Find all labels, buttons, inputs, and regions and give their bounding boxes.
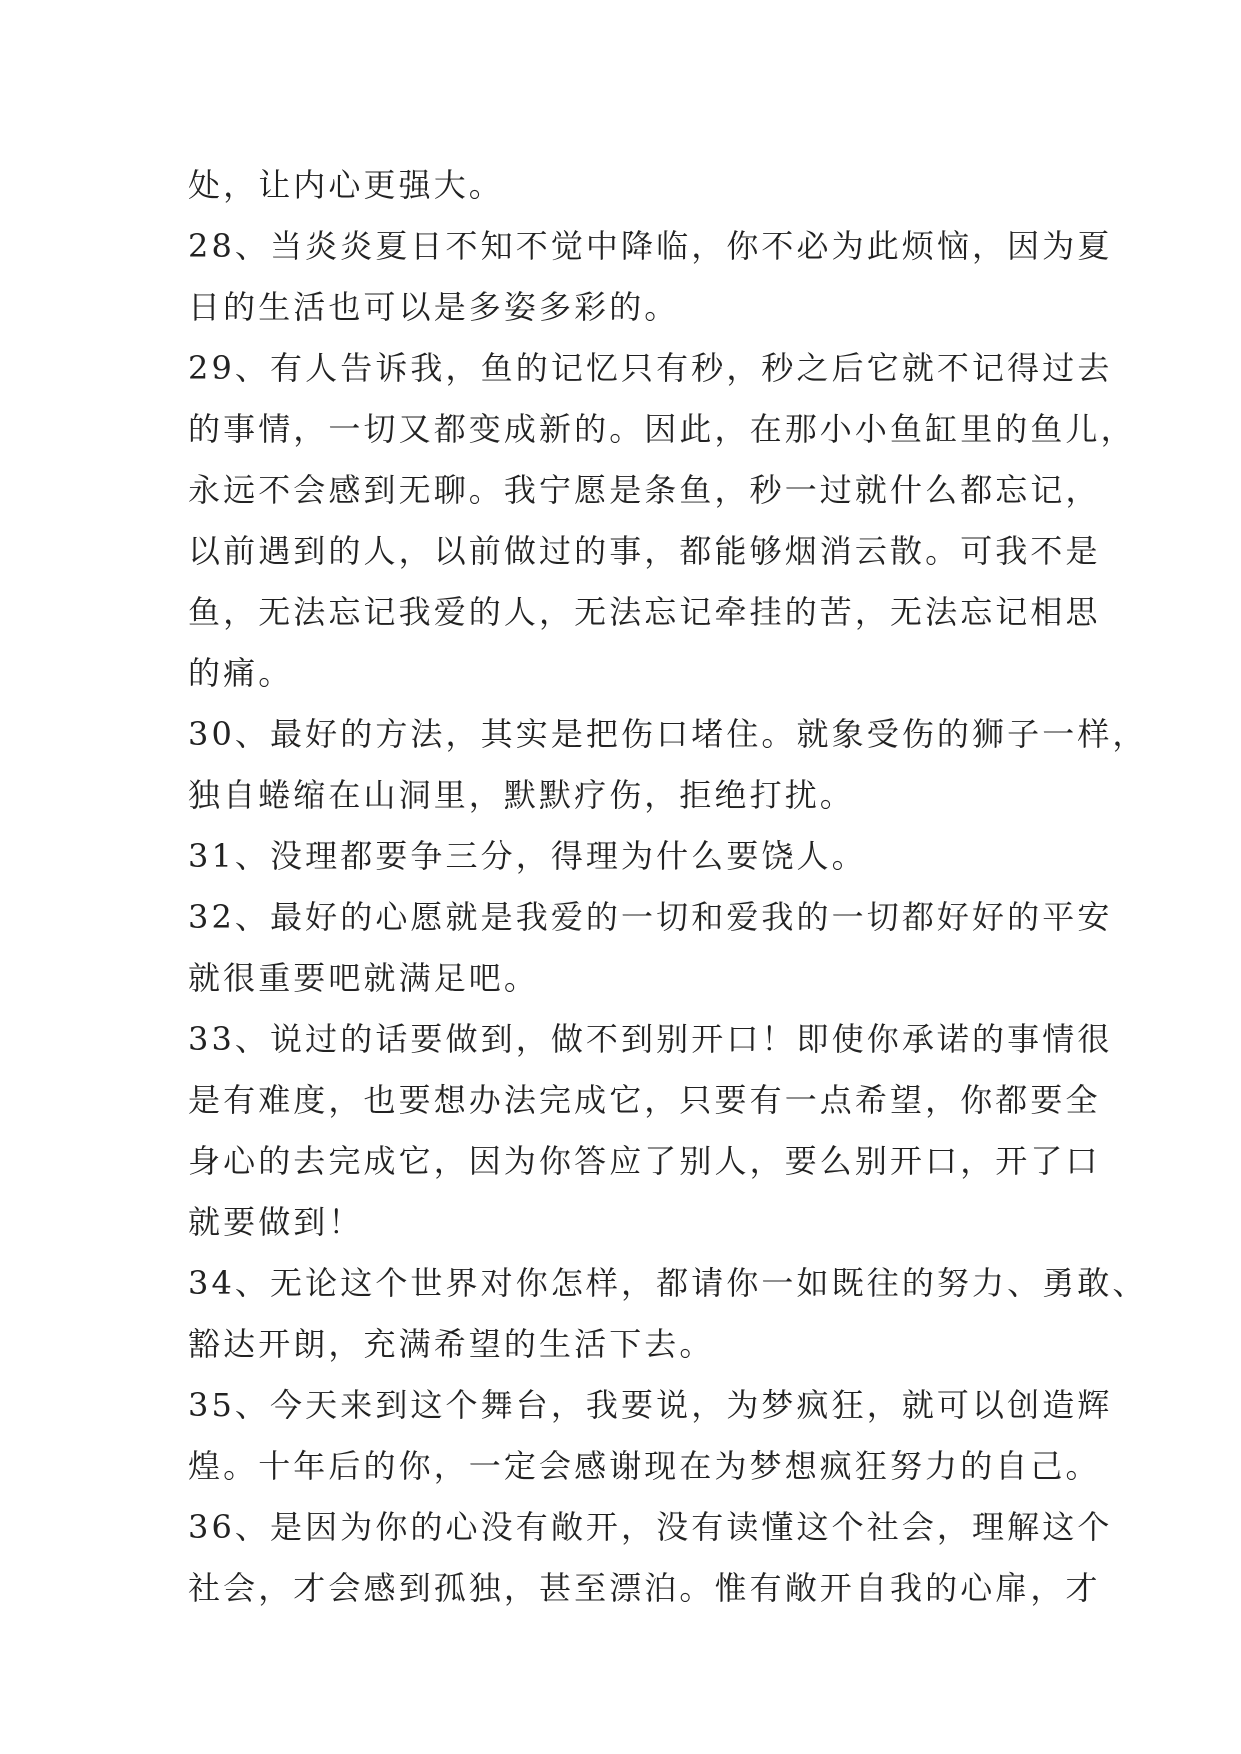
- text-line: 身心的去完成它，因为你答应了别人，要么别开口，开了口: [188, 1142, 1101, 1180]
- text-line: 32、最好的心愿就是我爱的一切和爱我的一切都好好的平安: [188, 898, 1113, 936]
- text-line: 处，让内心更强大。: [188, 166, 504, 204]
- text-line: 28、当炎炎夏日不知不觉中降临，你不必为此烦恼，因为夏: [188, 227, 1113, 265]
- text-line: 鱼，无法忘记我爱的人，无法忘记牵挂的苦，无法忘记相思: [188, 593, 1101, 631]
- text-line: 34、无论这个世界对你怎样，都请你一如既往的努力、勇敢、: [188, 1264, 1148, 1302]
- text-line: 独自蜷缩在山洞里，默默疗伤，拒绝打扰。: [188, 776, 855, 814]
- text-line: 永远不会感到无聊。我宁愿是条鱼，秒一过就什么都忘记，: [188, 471, 1101, 509]
- text-line: 的事情，一切又都变成新的。因此，在那小小鱼缸里的鱼儿，: [188, 410, 1136, 448]
- text-line: 社会，才会感到孤独，甚至漂泊。惟有敞开自我的心扉，才: [188, 1569, 1101, 1607]
- text-line: 30、最好的方法，其实是把伤口堵住。就象受伤的狮子一样，: [188, 715, 1148, 753]
- text-line: 31、没理都要争三分，得理为什么要饶人。: [188, 837, 867, 875]
- text-line: 是有难度，也要想办法完成它，只要有一点希望，你都要全: [188, 1081, 1101, 1119]
- text-line: 33、说过的话要做到，做不到别开口！即使你承诺的事情很: [188, 1020, 1113, 1058]
- text-line: 36、是因为你的心没有敞开，没有读懂这个社会，理解这个: [188, 1508, 1113, 1546]
- text-line: 35、今天来到这个舞台，我要说，为梦疯狂，就可以创造辉: [188, 1386, 1113, 1424]
- text-line: 29、有人告诉我，鱼的记忆只有秒，秒之后它就不记得过去: [188, 349, 1113, 387]
- text-line: 日的生活也可以是多姿多彩的。: [188, 288, 680, 326]
- text-line: 的痛。: [188, 654, 294, 692]
- text-line: 煌。十年后的你，一定会感谢现在为梦想疯狂努力的自己。: [188, 1447, 1101, 1485]
- body-text: [188, 155, 1148, 1619]
- text-line: 就要做到！: [188, 1203, 364, 1241]
- text-line: 豁达开朗，充满希望的生活下去。: [188, 1325, 715, 1363]
- text-line: 以前遇到的人，以前做过的事，都能够烟消云散。可我不是: [188, 532, 1101, 570]
- text-line: 就很重要吧就满足吧。: [188, 959, 540, 997]
